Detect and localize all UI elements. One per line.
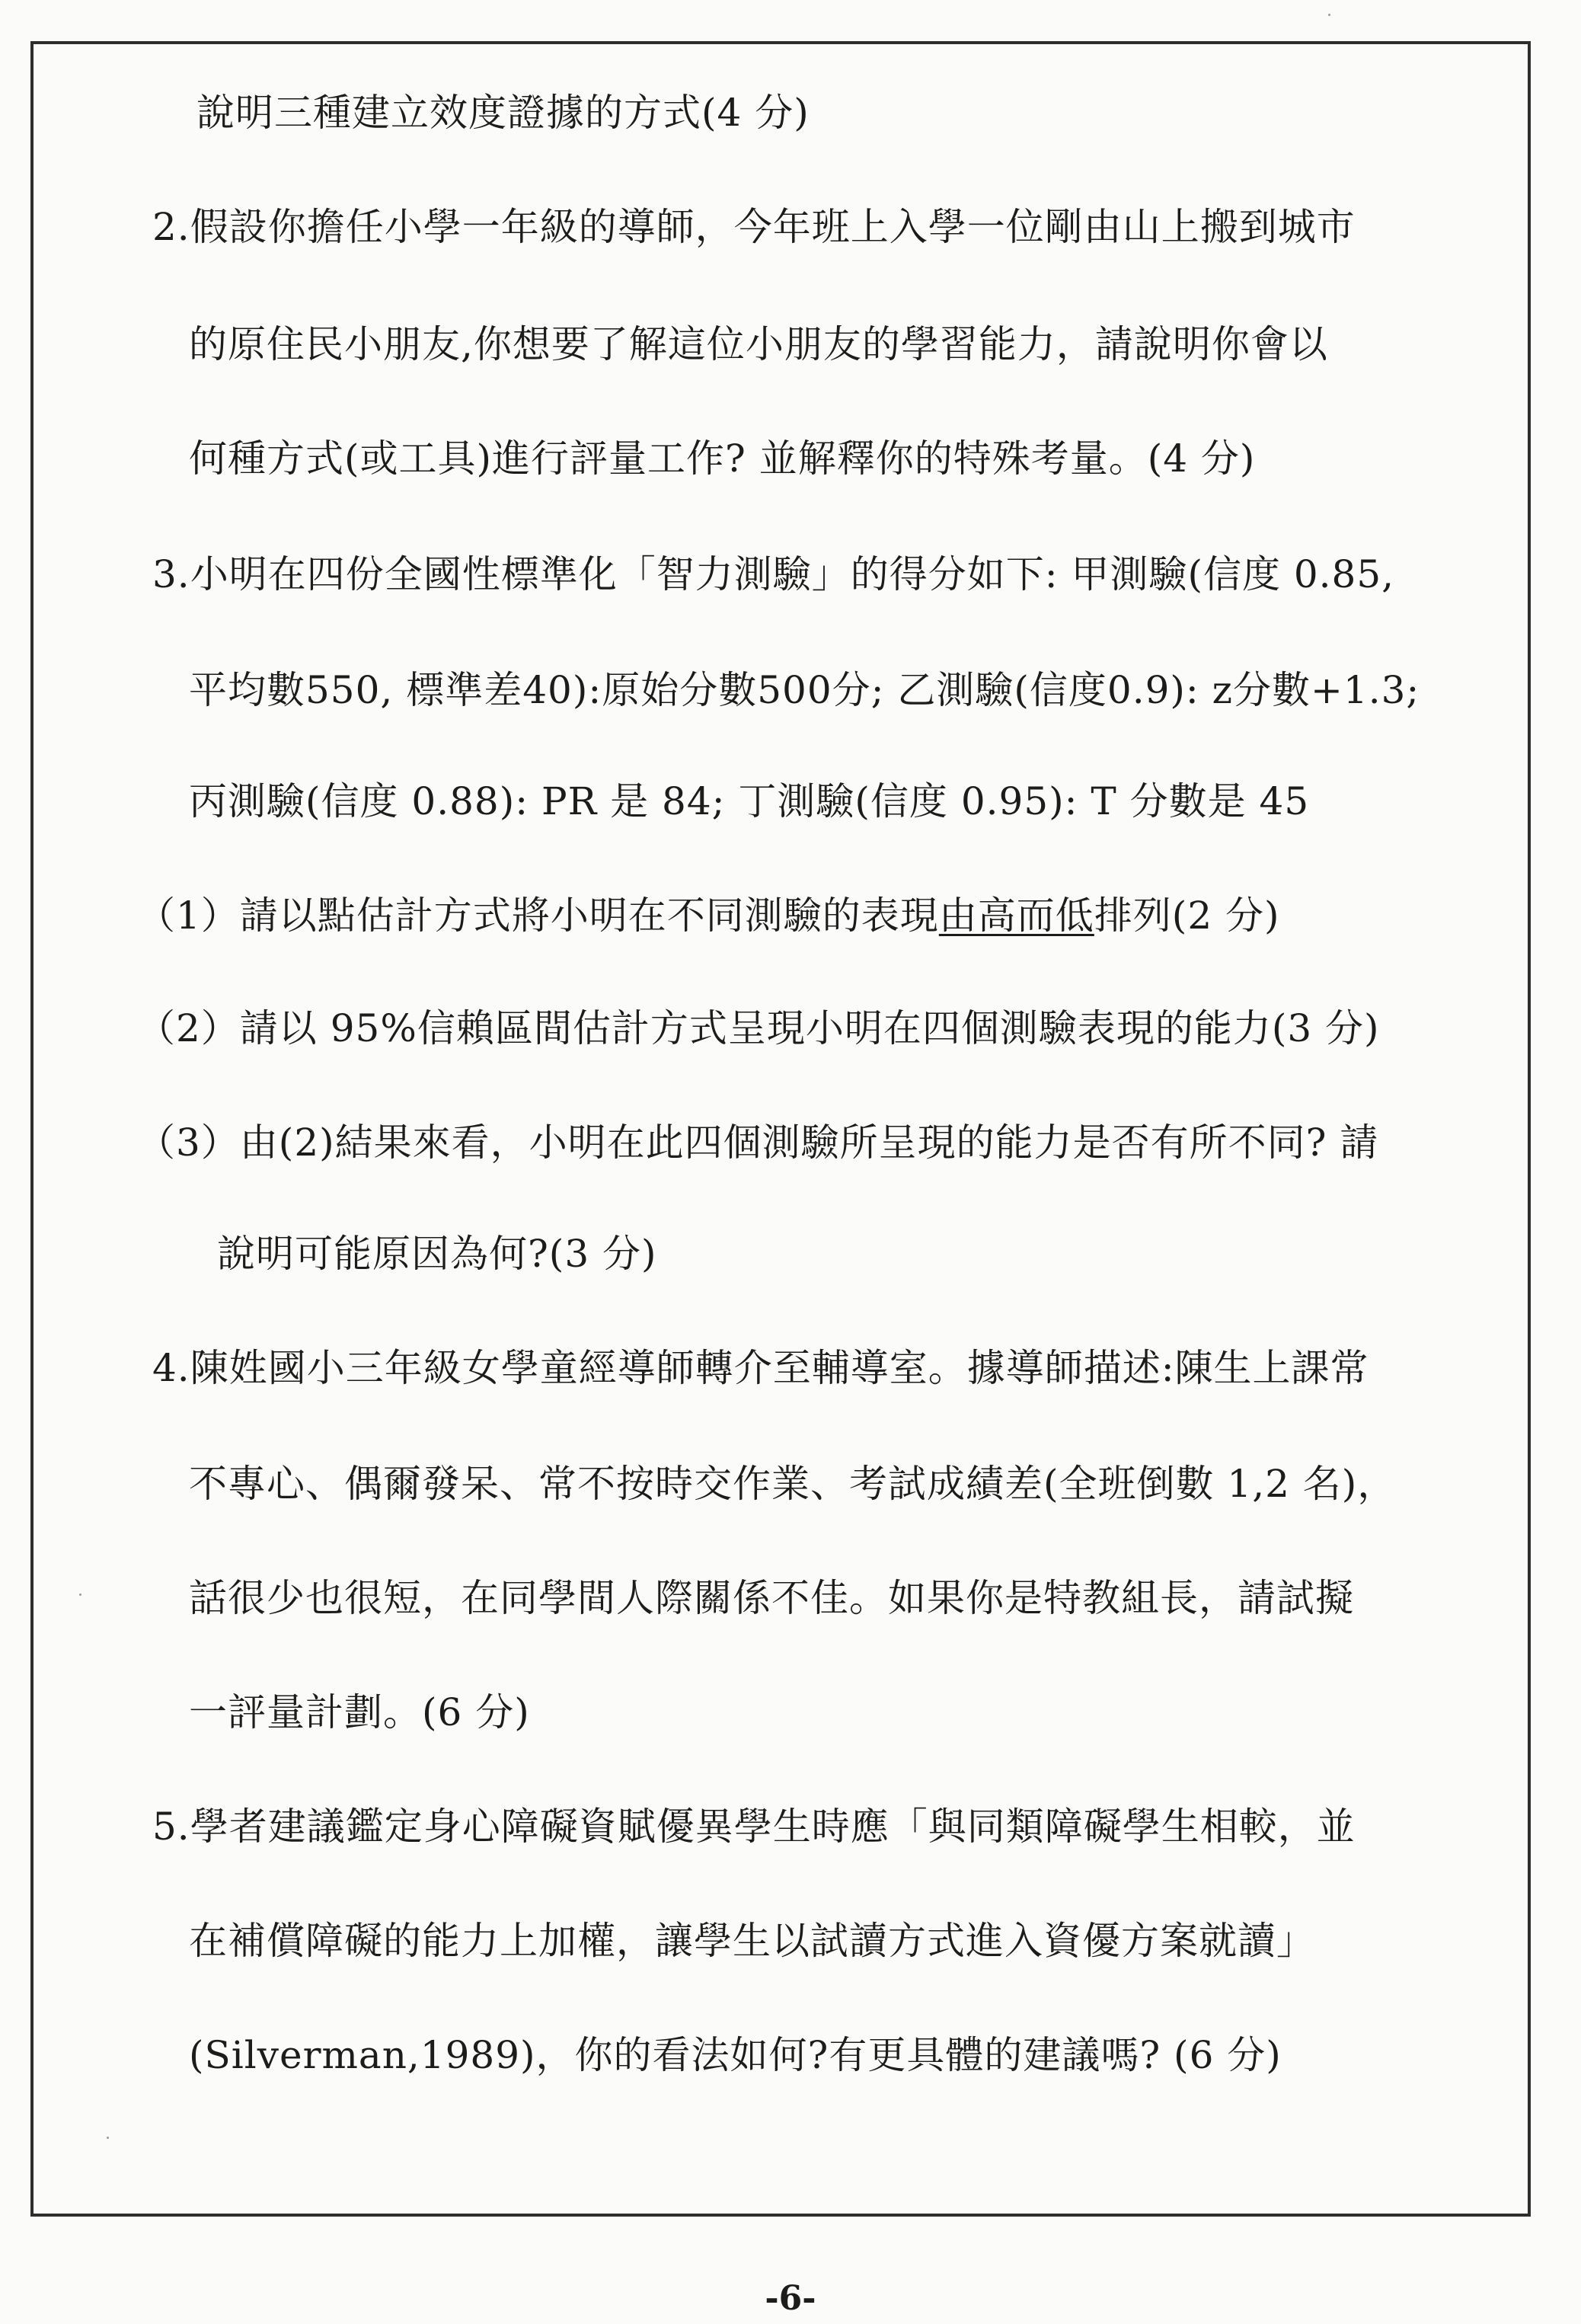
question-2-line-1: 2.假設你擔任小學一年級的導師，今年班上入學一位剛由山上搬到城市	[152, 205, 1356, 249]
question-4-line-2: 不專心、偶爾發呆、常不按時交作業、考試成績差(全班倒數 1,2 名)，	[189, 1462, 1397, 1506]
item-1-prefix: （1）請以點估計方式將小明在不同測驗的表現	[137, 893, 939, 938]
question-3-item-1	[137, 891, 1280, 940]
question-2-line-2: 的原住民小朋友,你想要了解這位小朋友的學習能力，請說明你會以	[189, 322, 1328, 366]
question-2-line-3: 何種方式(或工具)進行評量工作? 並解釋你的特殊考量。(4 分)	[189, 436, 1256, 481]
item-1-suffix: 排列(2 分)	[1094, 893, 1280, 938]
scan-speck	[107, 2137, 109, 2139]
question-4-line-3: 話很少也很短，在同學間人際關係不佳。如果你是特教組長，請試擬	[189, 1576, 1354, 1620]
question-4-line-1: 4.陳姓國小三年級女學童經導師轉介至輔導室。據導師描述:陳生上課常	[152, 1346, 1369, 1390]
question-5-line-1: 5.學者建議鑑定身心障礙資賦優異學生時應「與同類障礙學生相較，並	[152, 1805, 1356, 1849]
scan-speck	[79, 1594, 81, 1596]
question-3-item-3-line-2: 說明可能原因為何?(3 分)	[217, 1232, 657, 1276]
question-3-item-3-line-1: （3）由(2)結果來看，小明在此四個測驗所呈現的能力是否有所不同? 請	[137, 1120, 1379, 1165]
question-5-line-3: (Silverman,1989)，你的看法如何?有更具體的建議嗎? (6 分)	[189, 2033, 1282, 2077]
text-line-1: 說明三種建立效度證據的方式(4 分)	[196, 91, 810, 135]
question-4-line-4: 一評量計劃。(6 分)	[189, 1690, 530, 1734]
question-3-line-1: 3.小明在四份全國性標準化「智力測驗」的得分如下: 甲測驗(信度 0.85,	[152, 552, 1395, 596]
question-3-line-3: 丙測驗(信度 0.88): PR 是 84; 丁測驗(信度 0.95): T 分數是 45	[189, 779, 1310, 823]
item-1-underlined: 由高而低	[938, 893, 1094, 938]
scan-speck	[1328, 14, 1330, 16]
question-3-item-2: （2）請以 95%信賴區間估計方式呈現小明在四個測驗表現的能力(3 分)	[137, 1006, 1380, 1050]
page-number: -6-	[765, 2279, 816, 2318]
question-3-line-2: 平均數550, 標準差40):原始分數500分; 乙測驗(信度0.9): z分數+1.3;	[189, 668, 1420, 712]
question-5-line-2: 在補償障礙的能力上加權，讓學生以試讀方式進入資優方案就讀」	[189, 1919, 1315, 1963]
